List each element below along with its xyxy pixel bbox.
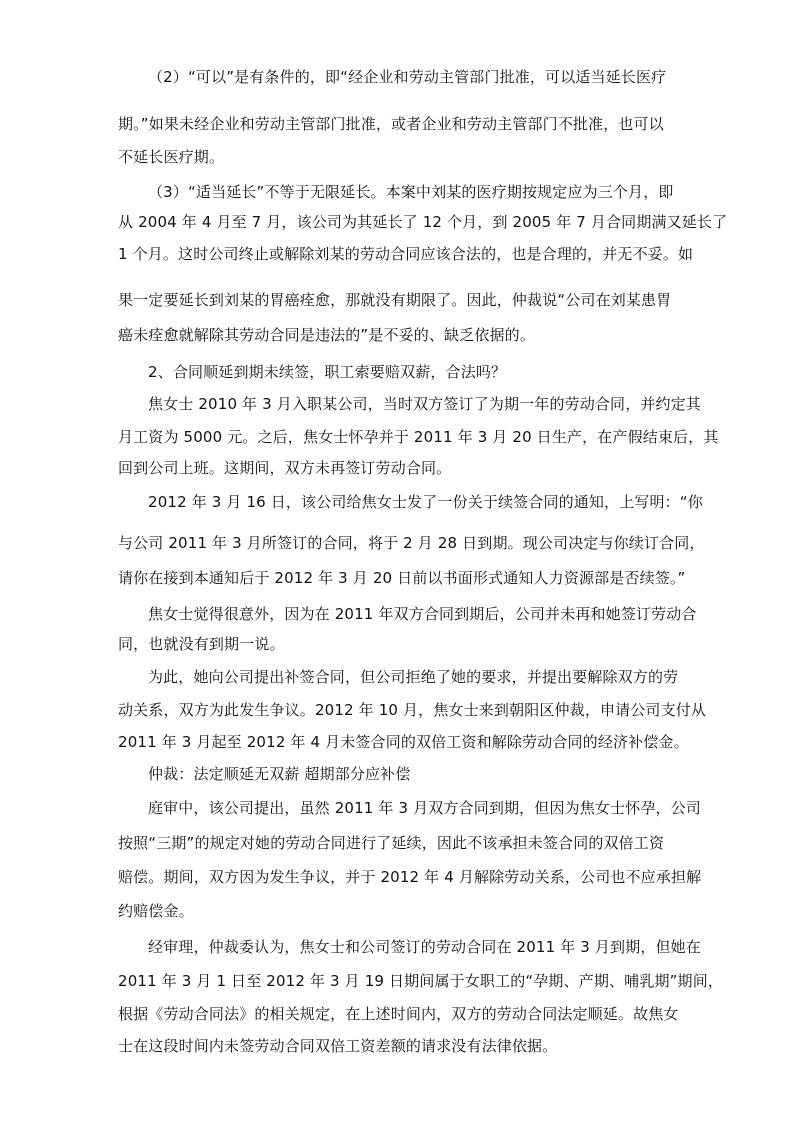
paragraph-line: 赔偿。期间，双方因为发生争议，并于 2012 年 4 月解除劳动关系，公司也不应承担解 — [118, 868, 702, 886]
section-heading: 仲裁：法定顺延无双薪 超期部分应补偿 — [148, 765, 411, 783]
paragraph-line: 从 2004 年 4 月至 7 月，该公司为其延长了 12 个月，到 2005 年 7 月合同期满又延长了 — [118, 213, 728, 231]
paragraph-line: 庭审中，该公司提出，虽然 2011 年 3 月双方合同到期，但因为焦女士怀孕，公司 — [148, 799, 701, 817]
paragraph-line: 2012 年 3 月 16 日，该公司给焦女士发了一份关于续签合同的通知，上写明：“你 — [148, 493, 703, 511]
paragraph-line: 根据《劳动合同法》的相关规定，在上述时间内，双方的劳动合同法定顺延。故焦女 — [118, 1005, 679, 1023]
paragraph-line: 癌未痊愈就解除其劳动合同是违法的”是不妥的、缺乏依据的。 — [118, 326, 535, 344]
paragraph-line: （3）“适当延长”不等于无限延长。本案中刘某的医疗期按规定应为三个月，即 — [148, 183, 674, 201]
paragraph-line: 2011 年 3 月起至 2012 年 4 月未签合同的双倍工资和解除劳动合同的经济补偿金。 — [118, 733, 689, 751]
paragraph-line: 同，也就没有到期一说。 — [118, 635, 285, 653]
paragraph-line: 约赔偿金。 — [118, 902, 194, 920]
section-heading: 2、合同顺延到期未续签，职工索要赔双薪，合法吗？ — [148, 363, 507, 381]
paragraph-line: 1 个月。这时公司终止或解除刘某的劳动合同应该合法的，也是合理的，并无不妥。如 — [118, 245, 694, 263]
paragraph-line: 与公司 2011 年 3 月所签订的合同，将于 2 月 28 日到期。现公司决定与你续订合同， — [118, 534, 705, 552]
paragraph-line: 回到公司上班。这期间，双方未再签订劳动合同。 — [118, 459, 452, 477]
paragraph-line: 焦女士 2010 年 3 月入职某公司，当时双方签订了为期一年的劳动合同，并约定其 — [148, 395, 701, 413]
paragraph-line: 为此，她向公司提出补签合同，但公司拒绝了她的要求，并提出要解除双方的劳 — [148, 668, 679, 686]
paragraph-line: 果一定要延长到刘某的胃癌痊愈，那就没有期限了。因此，仲裁说“公司在刘某患胃 — [118, 291, 672, 309]
paragraph-line: 月工资为 5000 元。之后，焦女士怀孕并于 2011 年 3 月 20 日生产，在产假结束后，其 — [118, 428, 719, 446]
paragraph-line: 请你在接到本通知后于 2012 年 3 月 20 日前以书面形式通知人力资源部是否续签。” — [118, 569, 686, 587]
paragraph-line: 期。”如果未经企业和劳动主管部门批准，或者企业和劳动主管部门不批准，也可以 — [118, 115, 664, 133]
paragraph-line: 动关系，双方为此发生争议。2012 年 10 月，焦女士来到朝阳区仲裁，申请公司支付从 — [118, 701, 707, 719]
paragraph-line: 不延长医疗期。 — [118, 148, 225, 166]
paragraph-line: 2011 年 3 月 1 日至 2012 年 3 月 19 日期间属于女职工的“孕期、产期、哺乳期”期间， — [118, 972, 724, 990]
paragraph-line: 按照“三期”的规定对她的劳动合同进行了延续，因此不该承担未签合同的双倍工资 — [118, 834, 665, 852]
paragraph-line: 经审理，仲裁委认为，焦女士和公司签订的劳动合同在 2011 年 3 月到期，但她在 — [148, 938, 701, 956]
paragraph-line: 士在这段时间内未签劳动合同双倍工资差额的请求没有法律依据。 — [118, 1037, 558, 1055]
paragraph-line: （2）“可以”是有条件的，即“经企业和劳动主管部门批准，可以适当延长医疗 — [148, 68, 667, 86]
paragraph-line: 焦女士觉得很意外，因为在 2011 年双方合同到期后，公司并未再和她签订劳动合 — [148, 605, 697, 623]
